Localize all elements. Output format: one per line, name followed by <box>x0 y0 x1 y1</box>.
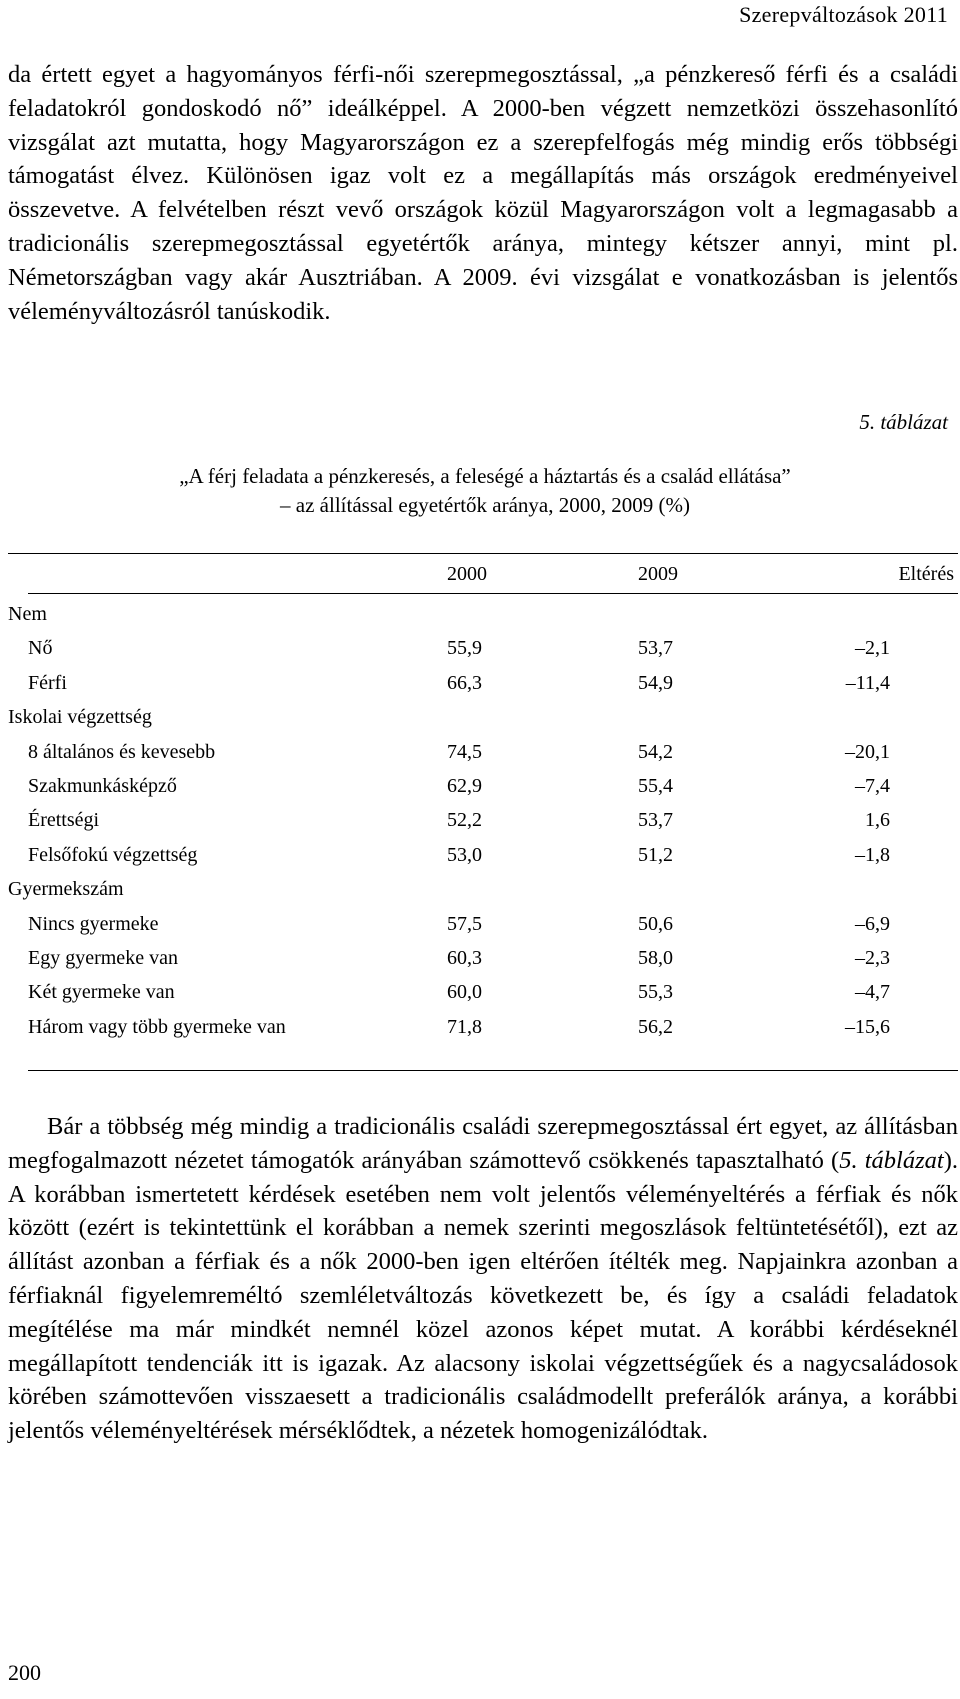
table-bottom-rule <box>28 1070 958 1071</box>
value-diff: –7,4 <box>855 775 890 797</box>
value-2000: 62,9 <box>447 775 482 797</box>
value-diff: 1,6 <box>865 809 890 832</box>
value-diff: –11,4 <box>845 671 890 694</box>
row-label: Férfi <box>28 671 67 694</box>
paragraph-bottom <box>8 1110 958 1448</box>
row-label: Szakmunkásképző <box>28 775 177 797</box>
value-2000: 60,0 <box>447 981 482 1004</box>
column-header-2009: 2009 <box>638 563 678 585</box>
value-2009: 56,2 <box>638 1015 673 1038</box>
value-2000: 60,3 <box>447 947 482 969</box>
row-label: Két gyermeke van <box>28 981 175 1004</box>
value-diff: –20,1 <box>845 740 890 763</box>
table-row <box>8 1016 958 1046</box>
value-2009: 54,9 <box>638 671 673 694</box>
value-2009: 50,6 <box>638 912 673 935</box>
paragraph-bottom-part-1: Bár a többség még mindig a tradicionális családi szerepmegosztással ért egyet, az állításban megfogalmazott nézetet támogatók arányában számottevő csökkenés tapasztalható ( <box>8 1113 958 1174</box>
value-diff: –6,9 <box>855 912 890 935</box>
value-2009: 51,2 <box>638 843 673 866</box>
table-group-row <box>8 706 958 736</box>
table-caption-line-1: „A férj feladata a pénzkeresés, a feleségé a háztartás és a család ellátása” <box>179 464 791 488</box>
table-caption-line-2: – az állítással egyetértők aránya, 2000, 2009 (%) <box>280 493 690 517</box>
table-row <box>8 672 958 702</box>
table-row <box>8 947 958 977</box>
table-label: 5. táblázat <box>859 410 948 434</box>
table-group-row <box>8 878 958 908</box>
group-label: Gyermekszám <box>8 878 124 901</box>
table-row <box>8 809 958 839</box>
row-label: Egy gyermeke van <box>28 947 178 969</box>
value-2000: 53,0 <box>447 843 482 866</box>
value-2009: 55,3 <box>638 981 673 1004</box>
table-row <box>8 741 958 771</box>
value-2000: 74,5 <box>447 740 482 763</box>
value-2000: 71,8 <box>447 1015 482 1038</box>
value-2000: 52,2 <box>447 809 482 832</box>
value-2009: 53,7 <box>638 637 673 660</box>
table-group-row <box>8 603 958 633</box>
value-diff: –2,3 <box>855 947 890 969</box>
table-row <box>8 913 958 943</box>
value-2009: 53,7 <box>638 809 673 832</box>
running-header: Szerepváltozások 2011 <box>739 2 948 27</box>
value-2000: 57,5 <box>447 912 482 935</box>
page-number: 200 <box>8 1660 41 1685</box>
table-row <box>8 844 958 874</box>
group-label: Nem <box>8 603 47 625</box>
row-label: Nő <box>28 637 53 660</box>
table-reference: 5. táblázat <box>839 1146 944 1174</box>
row-label: Érettségi <box>28 809 100 832</box>
value-diff: –15,6 <box>845 1015 890 1038</box>
value-2000: 55,9 <box>447 637 482 660</box>
table-caption <box>60 462 910 520</box>
value-diff: –2,1 <box>855 637 890 660</box>
row-label: Három vagy több gyermeke van <box>28 1015 286 1038</box>
table-row <box>8 981 958 1011</box>
value-2009: 54,2 <box>638 740 673 763</box>
row-label: 8 általános és kevesebb <box>28 740 216 763</box>
table-row <box>8 775 958 805</box>
table-row <box>8 637 958 667</box>
value-2000: 66,3 <box>447 671 482 694</box>
row-label: Felsőfokú végzettség <box>28 843 198 866</box>
value-diff: –4,7 <box>855 981 890 1004</box>
table-header-rule <box>28 593 958 594</box>
paragraph-bottom-part-2: ). A korábban ismertetett kérdések esetében nem volt jelentős véleményeltérés a férfiak és nők között (ezért is tekintettünk el korábban a nemek szerinti megoszlások feltüntetésétől), ezt az állítást azonban a férfiak és a nők 2000-ben igen eltérően ítélték meg. Napjainkra azonban a férfiaknál figyelemreméltó szemléletváltozás következett be, és így a családi feladatok megítélése ma már mindkét nemnél közel azonos képet mutat. A korábbi kérdéseknél megállapított tendenciák itt is igazak. Az alacsony iskolai végzettségűek és a nagycsaládosok körében számottevően visszaesett a tradicionális családmodellt preferálók aránya, a korábbi jelentős véleményeltérések mérséklődtek, a nézetek homogenizálódtak. <box>8 1146 958 1445</box>
paragraph-top: da értett egyet a hagyományos férfi-női szerepmegosztással, „a pénzkereső férfi és a családi feladatokról gondoskodó nő” ideálképpel. A 2000-ben végzett nemzetközi összehasonlító vizsgálat azt mutatta, hogy Magyarországon ez a szerepfelfogás még mindig erős többségi támogatást élvez. Különösen igaz volt ez a megállapítás más országok eredményeivel összevetve. A felvételben részt vevő országok közül Magyarországon volt a legmagasabb a tradicionális szerepmegosztással egyetértők aránya, mintegy kétszer annyi, mint pl. Németországban vagy akár Ausztriában. A 2009. évi vizsgálat e vonatkozásban is jelentős véleményváltozásról tanúskodik. <box>8 61 958 325</box>
value-2009: 55,4 <box>638 775 673 797</box>
row-label: Nincs gyermeke <box>28 912 159 935</box>
value-diff: –1,8 <box>855 843 890 866</box>
column-header-diff: Eltérés <box>898 563 954 585</box>
value-2009: 58,0 <box>638 947 673 969</box>
group-label: Iskolai végzettség <box>8 706 152 729</box>
column-header-2000: 2000 <box>447 563 487 585</box>
table-top-rule <box>8 553 958 554</box>
